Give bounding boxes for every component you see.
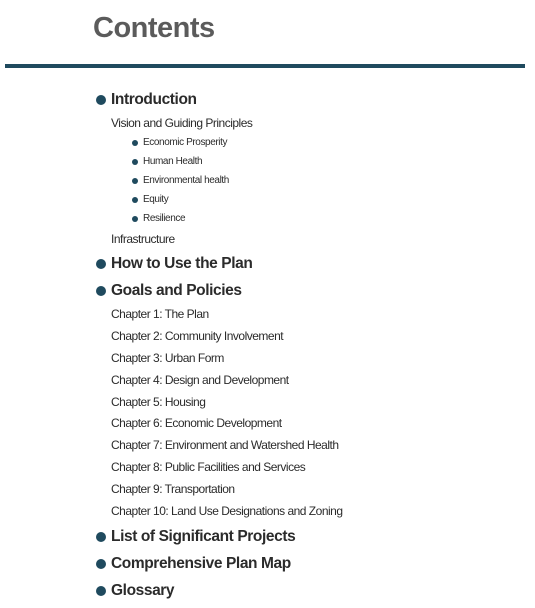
toc-section-introduction[interactable] — [96, 86, 516, 113]
toc-chapter[interactable]: Chapter 1: The Plan — [111, 307, 209, 321]
toc-chapter[interactable]: Chapter 5: Housing — [111, 394, 206, 409]
bullet-icon — [96, 586, 106, 596]
toc-section-how-to-use[interactable] — [96, 250, 516, 277]
toc-chapter[interactable]: Chapter 9: Transportation — [111, 482, 235, 497]
bullet-icon — [96, 532, 106, 542]
toc-section-map[interactable] — [96, 550, 516, 577]
section-label: Glossary — [111, 581, 175, 599]
bullet-icon — [132, 216, 138, 222]
toc-chapter[interactable]: Chapter 10: Land Use Designations and Zoning — [111, 504, 343, 519]
toc-chapter[interactable]: Chapter 7: Environment and Watershed Health — [111, 438, 339, 453]
section-label: Goals and Policies — [111, 282, 242, 299]
bullet-icon — [132, 197, 138, 203]
toc-section-glossary[interactable] — [96, 577, 516, 604]
bullet-icon — [132, 178, 138, 184]
title-divider — [5, 64, 525, 68]
bullet-icon — [96, 559, 106, 569]
subitem-label: Environmental health — [143, 175, 229, 186]
section-label: How to Use the Plan — [111, 255, 253, 272]
subitem-label: Equity — [143, 194, 169, 205]
toc-subitem-principle[interactable] — [96, 209, 516, 228]
toc-subitem-principle[interactable] — [96, 190, 516, 209]
bullet-icon — [96, 286, 106, 296]
toc-chapter[interactable]: Chapter 6: Economic Development — [111, 416, 282, 431]
section-label: Introduction — [111, 91, 197, 108]
section-label: Comprehensive Plan Map — [111, 554, 291, 572]
toc-section-goals[interactable] — [96, 277, 516, 304]
toc-chapter[interactable]: Chapter 3: Urban Form — [111, 350, 224, 365]
subitem-label: Economic Prosperity — [143, 137, 228, 148]
subitem-label: Human Health — [143, 156, 203, 167]
toc-subitem-principle[interactable] — [96, 152, 516, 171]
bullet-icon — [96, 259, 106, 269]
bullet-icon — [96, 95, 106, 105]
toc-item-infrastructure[interactable]: Infrastructure — [111, 232, 175, 246]
table-of-contents — [96, 86, 516, 604]
bullet-icon — [132, 159, 138, 165]
subitem-label: Resilience — [143, 213, 186, 224]
bullet-icon — [132, 140, 138, 146]
toc-subitem-principle[interactable] — [96, 133, 516, 152]
toc-item-vision[interactable]: Vision and Guiding Principles — [111, 116, 253, 130]
toc-section-projects[interactable] — [96, 523, 516, 550]
toc-subitem-principle[interactable] — [96, 171, 516, 190]
toc-chapter[interactable]: Chapter 4: Design and Development — [111, 372, 289, 387]
toc-chapter[interactable]: Chapter 2: Community Involvement — [111, 328, 284, 343]
toc-chapter[interactable]: Chapter 8: Public Facilities and Services — [111, 460, 306, 475]
section-label: List of Significant Projects — [111, 527, 296, 545]
page-title: Contents — [93, 12, 215, 44]
